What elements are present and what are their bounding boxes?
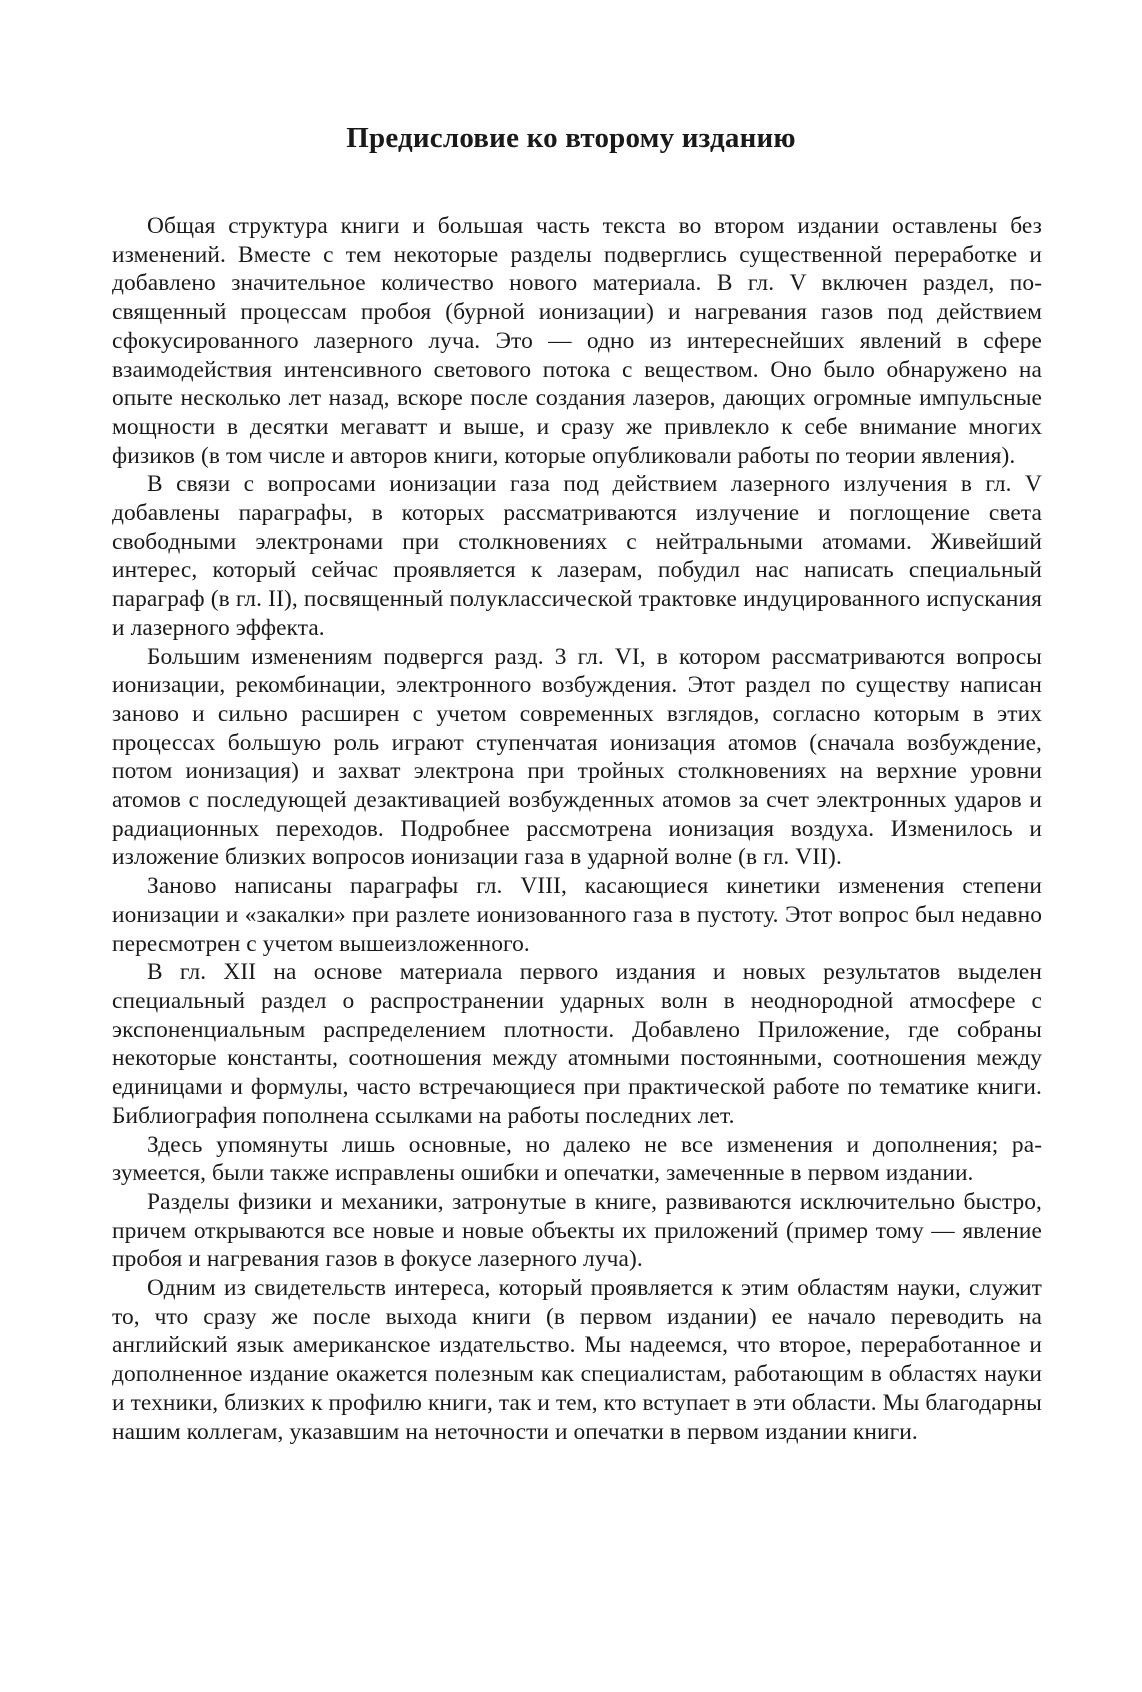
paragraph: Большим изменениям подвергся разд. 3 гл. VI, в котором рассматриваются вопросы ионизации, рекомбинации, электронного возбуждения. Этот раздел по существу написан заново и сильно расширен с учетом современных взглядов, согласно которым в этих процессах большую роль играют ступенчатая ионизация атомов (сначала возбуждение, потом ионизация) и захват электрона при тройных столкновениях на верхние уровни атомов с последующей дезактивацией возбужденных атомов за счет электронных ударов и радиационных переходов. Подробнее рассмотрена ионизация воздуха. Изменилось и изложение близких вопросов ионизации газа в ударной волне (в гл. VII). (112, 643, 1042, 871)
paragraph: В связи с вопросами ионизации газа под действием лазерного излучения в гл. V добавлены параграфы, в которых рассматриваются излучение и поглощение света свободными электронами при столкновениях с нейтральными атомами. Живейший интерес, который сейчас проявляется к лазерам, побудил нас написать специальный параграф (в гл. II), посвященный полуклассической трактовке индуцированного испускания и лазерного эффекта. (112, 471, 1042, 641)
paragraph: Разделы физики и механики, затронутые в книге, развиваются исключительно быстро, причем открываются все новые и новые объекты их приложений (пример тому — явление пробоя и нагревания газов в фокусе лазерного луча). (112, 1188, 1042, 1273)
page-title: Предисловие ко второму изданию (346, 122, 796, 154)
paragraph: Общая структура книги и большая часть текста во втором издании оставлены без изменений. Вместе с тем некоторые разделы подверглись существенной переработке и добавлено значительное количество нового материала. В гл. V включен раздел, посвященный процессам пробоя (бурной ионизации) и нагревания газов под действием сфокусированного лазерного луча. Это — одно из интереснейших явлений в сфере взаимодействия интенсивного светового потока с веществом. Оно было обнаружено на опыте несколько лет назад, вскоре после создания лазеров, дающих огромные импульсные мощности в десятки мегаватт и выше, и сразу же привлекло к себе внимание многих физиков (в том числе и авторов книги, которые опубликовали работы по теории явления). (112, 213, 1042, 469)
paragraph: Одним из свидетельств интереса, который проявляется к этим областям науки, служит то, что сразу же после выхода книги (в первом издании) ее начало переводить на английский язык американское издательство. Мы надеемся, что второе, переработанное и дополненное издание окажется полезным как специалистам, работающим в областях науки и техники, близких к профилю книги, так и тем, кто вступает в эти области. Мы благодарны нашим коллегам, указавшим на неточности и опечатки в первом издании книги. (112, 1275, 1042, 1445)
paragraph: Заново написаны параграфы гл. VIII, касающиеся кинетики изменения степени ионизации и «закалки» при разлете ионизованного газа в пустоту. Этот вопрос был недавно пересмотрен с учетом вышеизложенного. (112, 873, 1042, 957)
paragraph: Здесь упомянуты лишь основные, но далеко не все изменения и дополнения; разумеется, были также исправлены ошибки и опечатки, замеченные в первом издании. (112, 1131, 1042, 1187)
paragraph: В гл. XII на основе материала первого издания и новых результатов выделен специальный раздел о распространении ударных волн в неоднородной атмосфере с экспоненциальным распределением плотности. Добавлено Приложение, где собраны некоторые константы, соотношения между атомными постоянными, соотношения между единицами и формулы, часто встречающиеся при практической работе по тематике книги. Библиография пополнена ссылками на работы последних лет. (112, 959, 1042, 1129)
preface-body (112, 212, 1042, 1446)
